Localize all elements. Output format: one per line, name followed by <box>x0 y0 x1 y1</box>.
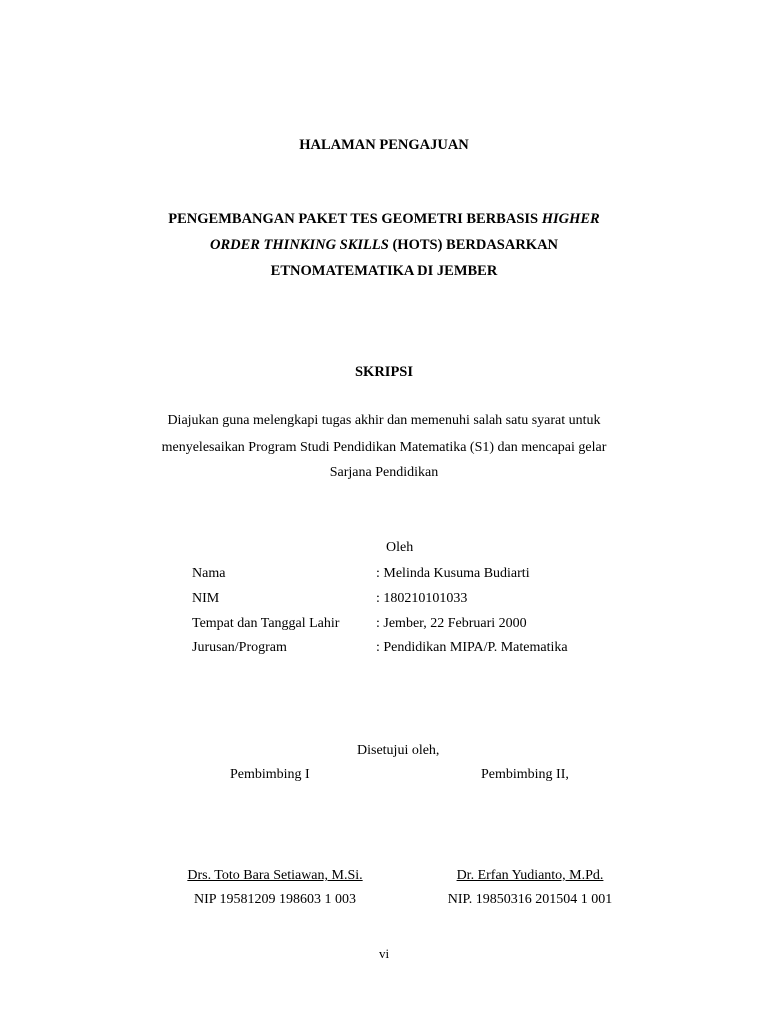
supervisor-2-name: Dr. Erfan Yudianto, M.Pd. <box>456 868 604 883</box>
page-number: vi <box>378 946 390 961</box>
thesis-title-line-3: ETNOMATEMATIKA DI JEMBER <box>270 263 498 279</box>
supervisor-2-role: Pembimbing II, <box>481 767 569 782</box>
info-label-birth: Tempat dan Tanggal Lahir <box>192 616 340 631</box>
thesis-title-line-1-italic: HIGHER <box>541 211 600 227</box>
document-type: SKRIPSI <box>354 364 414 380</box>
info-label-program: Jurusan/Program <box>192 640 287 655</box>
supervisor-1-nip: NIP 19581209 198603 1 003 <box>193 892 357 907</box>
supervisor-1-name: Drs. Toto Bara Setiawan, M.Si. <box>187 868 363 883</box>
thesis-title-line-2-text: (HOTS) BERDASARKAN <box>388 237 559 253</box>
by-label: Oleh <box>386 540 414 555</box>
thesis-title-line-2 <box>0 237 768 254</box>
purpose-line-3: Sarjana Pendidikan <box>329 465 439 480</box>
info-label-name: Nama <box>192 566 226 581</box>
thesis-title-line-1 <box>0 211 768 228</box>
approved-by: Disetujui oleh, <box>357 743 440 758</box>
info-value-name: : Melinda Kusuma Budiarti <box>376 566 530 581</box>
info-value-birth: : Jember, 22 Februari 2000 <box>376 616 527 631</box>
purpose-line-1: Diajukan guna melengkapi tugas akhir dan memenuhi salah satu syarat untuk <box>167 413 601 428</box>
supervisor-2-nip: NIP. 19850316 201504 1 001 <box>447 892 613 907</box>
info-value-nim: : 180210101033 <box>376 591 468 606</box>
info-value-program: : Pendidikan MIPA/P. Matematika <box>376 640 568 655</box>
thesis-title-line-1-text: PENGEMBANGAN PAKET TES GEOMETRI BERBASIS <box>168 211 542 227</box>
thesis-title-line-2-italic: ORDER THINKING SKILLS <box>209 237 389 253</box>
info-label-nim: NIM <box>192 591 220 606</box>
purpose-line-2: menyelesaikan Program Studi Pendidikan Matematika (S1) dan mencapai gelar <box>161 440 607 455</box>
page-title: HALAMAN PENGAJUAN <box>299 137 469 153</box>
supervisor-1-role: Pembimbing I <box>230 767 310 782</box>
